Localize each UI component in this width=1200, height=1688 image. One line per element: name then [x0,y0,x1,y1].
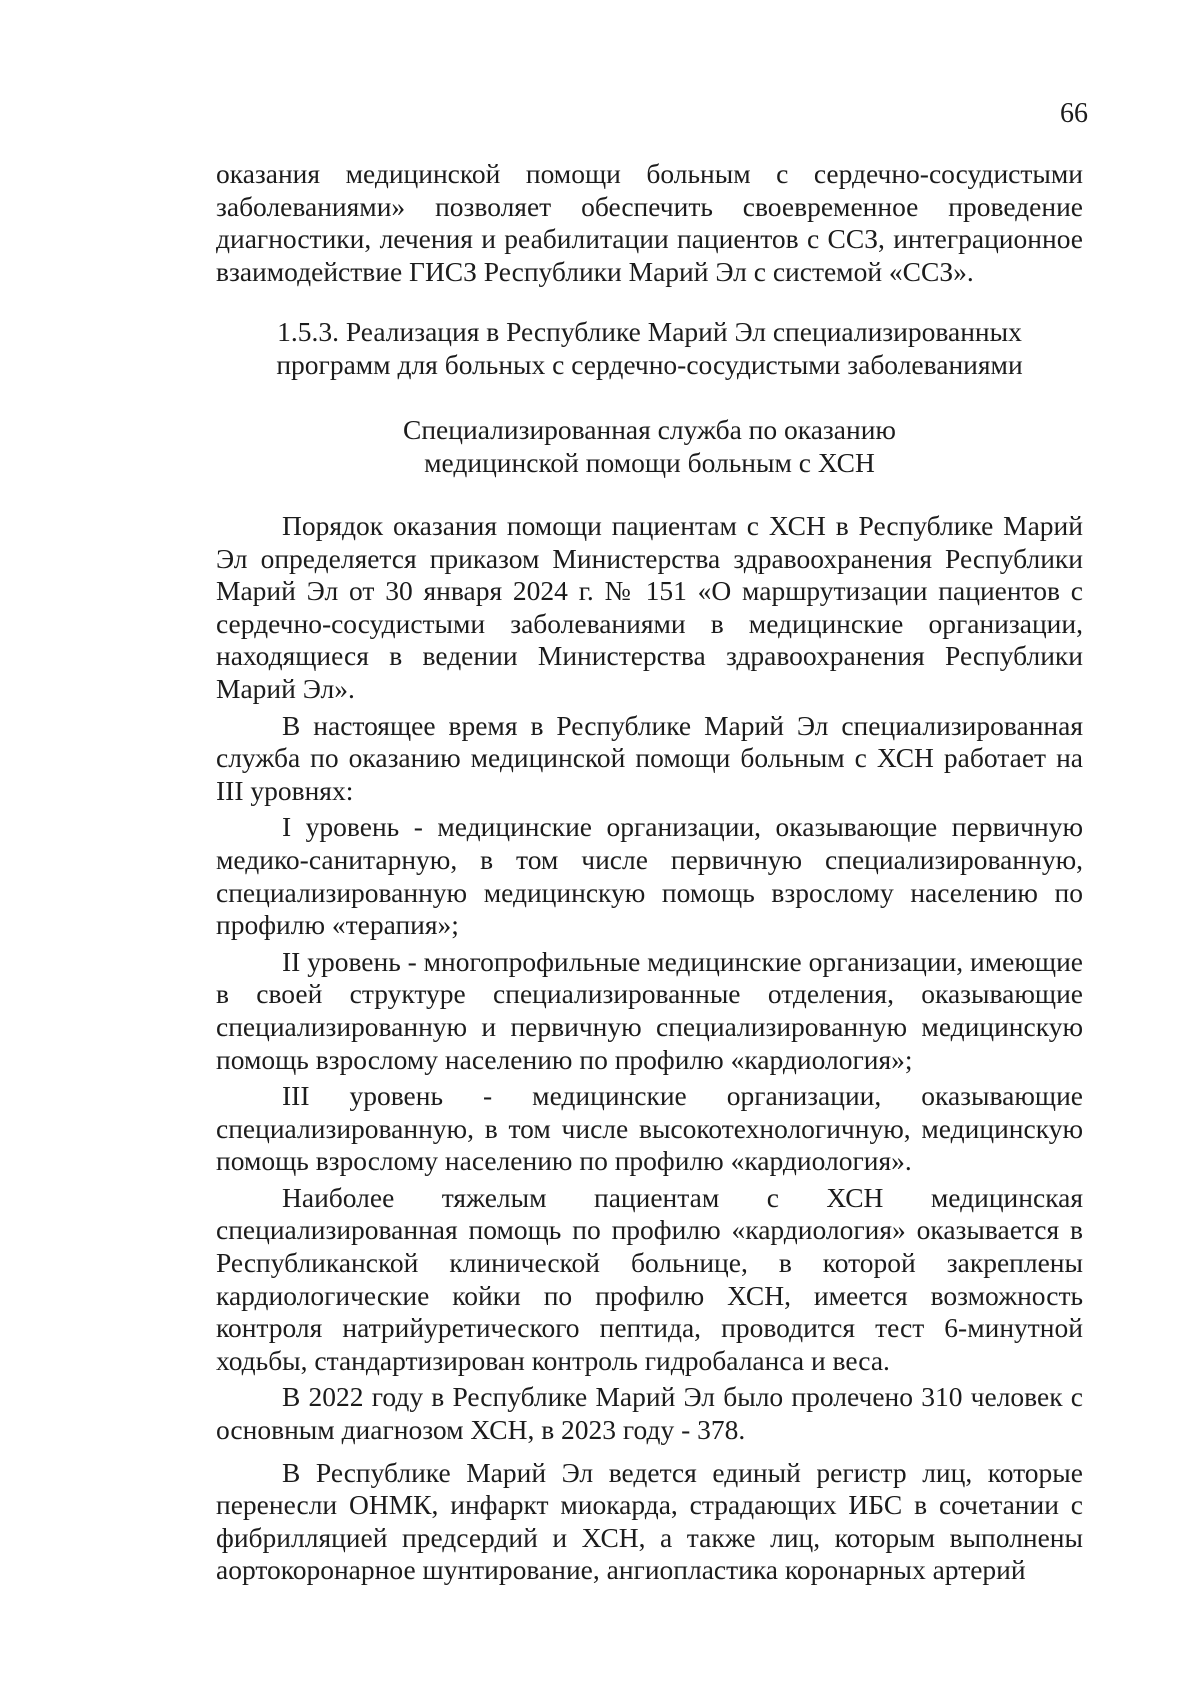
paragraph-level-1: I уровень - медицинские организации, оказывающие первичную медико-санитарную, в том числе первичную специализированную, специализированную медицинскую помощь взрослому населению по профилю «терапия»; [216,811,1083,941]
section-heading-line-2: программ для больных с сердечно-сосудистыми заболеваниями [276,349,1023,380]
subsection-heading-line-1: Специализированная служба по оказанию [403,414,896,445]
subsection-heading-line-2: медицинской помощи больным с ХСН [424,447,875,478]
paragraph-treated-statistics: В 2022 году в Республике Марий Эл было пролечено 310 человек с основным диагнозом ХСН, в 2023 году - 378. [216,1381,1083,1446]
paragraph-level-2: II уровень - многопрофильные медицинские организации, имеющие в своей структуре специализированные отделения, оказывающие специализированную и первичную специализированную медицинскую помощь взрослому населению по профилю «кардиология»; [216,945,1083,1075]
subsection-heading [216,413,1083,479]
page-number: 66 [1060,98,1088,129]
paragraph-routing-order: Порядок оказания помощи пациентам с ХСН в Республике Марий Эл определяется приказом Министерства здравоохранения Республики Марий Эл от 30 января 2024 г. № 151 «О маршрутизации пациентов с сердечно-сосудистыми заболеваниями в медицинские организации, находящиеся в ведении Министерства здравоохранения Республики Марий Эл». [216,510,1083,704]
section-heading-line-1: 1.5.3. Реализация в Республике Марий Эл специализированных [277,316,1022,347]
paragraph-service-levels: В настоящее время в Республике Марий Эл специализированная служба по оказанию медицинской помощи больным с ХСН работает на III уровнях: [216,709,1083,806]
body-text [216,510,1083,1587]
continuation-paragraph: оказания медицинской помощи больным с сердечно-сосудистыми заболеваниями» позволяет обеспечить своевременное проведение диагностики, лечения и реабилитации пациентов с ССЗ, интеграционное взаимодействие ГИСЗ Республики Марий Эл с системой «ССЗ». [216,158,1083,287]
paragraph-severe-patients: Наиболее тяжелым пациентам с ХСН медицинская специализированная помощь по профилю «кардиология» оказывается в Республиканской клинической больнице, в которой закреплены кардиологические койки по профилю ХСН, имеется возможность контроля натрийуретического пептида, проводится тест 6-минутной ходьбы, стандартизирован контроль гидробаланса и веса. [216,1181,1083,1376]
section-heading [216,315,1083,381]
continuation-block [216,158,1083,288]
paragraph-level-3: III уровень - медицинские организации, оказывающие специализированную, в том числе высокотехнологичную, медицинскую помощь взрослому населению по профилю «кардиология». [216,1080,1083,1177]
paragraph-registry: В Республике Марий Эл ведется единый регистр лиц, которые перенесли ОНМК, инфаркт миокарда, страдающих ИБС в сочетании с фибрилляцией предсердий и ХСН, а также лиц, которым выполнены аортокоронарное шунтирование, ангиопластика коронарных артерий [216,1456,1083,1586]
